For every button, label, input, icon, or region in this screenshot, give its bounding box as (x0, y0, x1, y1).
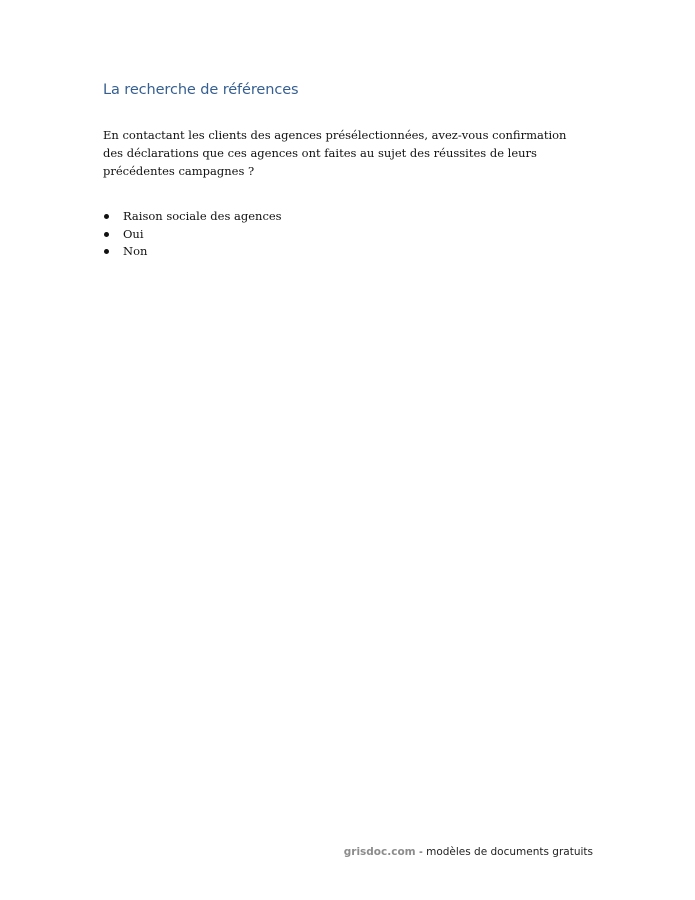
footer-tagline: - modèles de documents gratuits (415, 846, 593, 858)
footer-brand-link[interactable]: grisdoc.com (343, 846, 416, 858)
bullet-icon (104, 232, 109, 237)
section-heading: La recherche de références (103, 82, 299, 98)
page-footer (344, 846, 593, 858)
list-item-label: Raison sociale des agences (123, 209, 282, 223)
list-item-label: Non (123, 244, 148, 258)
question-paragraph: En contactant les clients des agences présélectionnées, avez-vous confirmation des déclarations que ces agences ont faites au sujet des réussites de leurs précédentes campagnes ? (103, 128, 567, 178)
list-item (103, 208, 282, 226)
bullet-list (103, 208, 282, 261)
list-item-label: Oui (123, 226, 144, 241)
list-item (103, 226, 282, 244)
bullet-icon (104, 214, 109, 219)
bullet-icon (104, 249, 109, 254)
list-item (103, 243, 282, 261)
